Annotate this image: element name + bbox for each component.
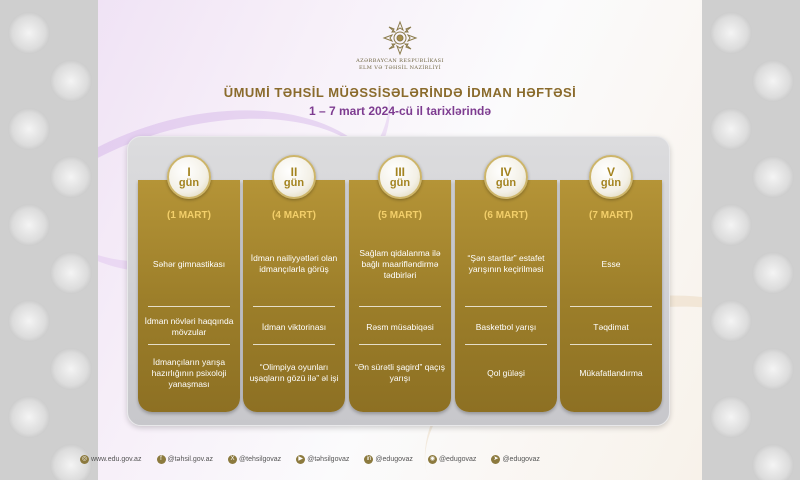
divider [253,344,335,345]
globe-icon: ◎ [81,456,88,462]
ministry-emblem-icon [382,20,418,56]
divider [570,306,652,307]
left-blurred-background [0,0,98,480]
youtube-icon: ▶ [296,455,305,464]
footer-x[interactable]: X @tehsilgovaz [228,455,281,464]
activity-2: Basketbol yarışı [475,321,537,332]
day-badge-5: V gün [589,155,633,199]
telegram-icon: ➤ [493,456,499,462]
day-date: (1 MART) [167,210,211,221]
activity-3: Mükafatlandırma [579,367,643,378]
day-date: (4 MART) [272,210,316,221]
x-icon: X [228,455,237,464]
day-column-4 [455,180,557,412]
divider [148,306,230,307]
activity-2: İdman növləri haqqında mövzular [144,316,234,337]
page-title: ÜMUMİ TƏHSİL MÜƏSSİSƏLƏRİNDƏ İDMAN HƏFTƏSİ [223,85,577,100]
day-column-2 [243,180,345,412]
footer-instagram[interactable]: ◉ @edugovaz [429,456,477,463]
activity-2: İdman viktorinası [261,321,327,332]
activity-1: Səhər gimnastikası [152,258,226,269]
activity-2: Rəsm müsabiqəsi [366,321,434,332]
activity-1: İdman nailiyyətləri olan idmançılarla görüş [250,253,338,274]
day-date: (5 MART) [378,210,422,221]
day-column-3 [349,180,451,412]
day-badge-2: II gün [272,155,316,199]
divider [148,344,230,345]
divider [465,306,547,307]
linkedin-icon: in [364,455,373,464]
footer-youtube[interactable]: ▶ @təhsilgovaz [296,455,349,464]
right-blurred-background [702,0,800,480]
activity-3: Qol güləşi [487,367,525,378]
day-badge-4: IV gün [484,155,528,199]
day-column-5 [560,180,662,412]
page-subtitle: 1 – 7 mart 2024-cü il tarixlərində [308,104,492,118]
activity-1: Sağlam qidalanma ilə bağlı maarifləndirmə tədbirləri [359,247,441,280]
footer-facebook[interactable]: f @təhsil.gov.az [157,455,214,464]
activity-1: “Şən startlar” estafet yarışının keçirilməsi [467,253,545,274]
activity-2: Təqdimat [593,321,629,332]
divider [465,344,547,345]
ministry-name-line2: ELM VƏ TƏHSİL NAZİRLİYİ [358,65,442,71]
divider [570,344,652,345]
day-date: (7 MART) [589,210,633,221]
footer-website[interactable]: ◎ www.edu.gov.az [81,456,142,463]
poster [98,0,702,480]
activity-3: “Ən sürətli şagird” qaçış yarışı [354,362,445,383]
day-column-1 [138,180,240,412]
activity-3: “Olimpiya oyunları uşaqların gözü ilə” əl işi [249,362,339,383]
day-badge-3: III gün [378,155,422,199]
footer-linkedin[interactable]: in @edugovaz [364,455,412,464]
day-date: (6 MART) [484,210,528,221]
activity-1: Esse [601,258,621,269]
facebook-icon: f [157,455,166,464]
divider [359,306,441,307]
divider [253,306,335,307]
divider [359,344,441,345]
ministry-name-line1: AZƏRBAYCAN RESPUBLİKASI [356,58,444,64]
instagram-icon: ◉ [429,456,436,462]
footer-telegram[interactable]: ➤ @edugovaz [493,456,540,463]
social-footer [80,455,540,464]
day-badge-1: I gün [167,155,211,199]
activity-3: İdmançıların yarışa hazırlığının psixoloji yanaşması [151,356,227,389]
